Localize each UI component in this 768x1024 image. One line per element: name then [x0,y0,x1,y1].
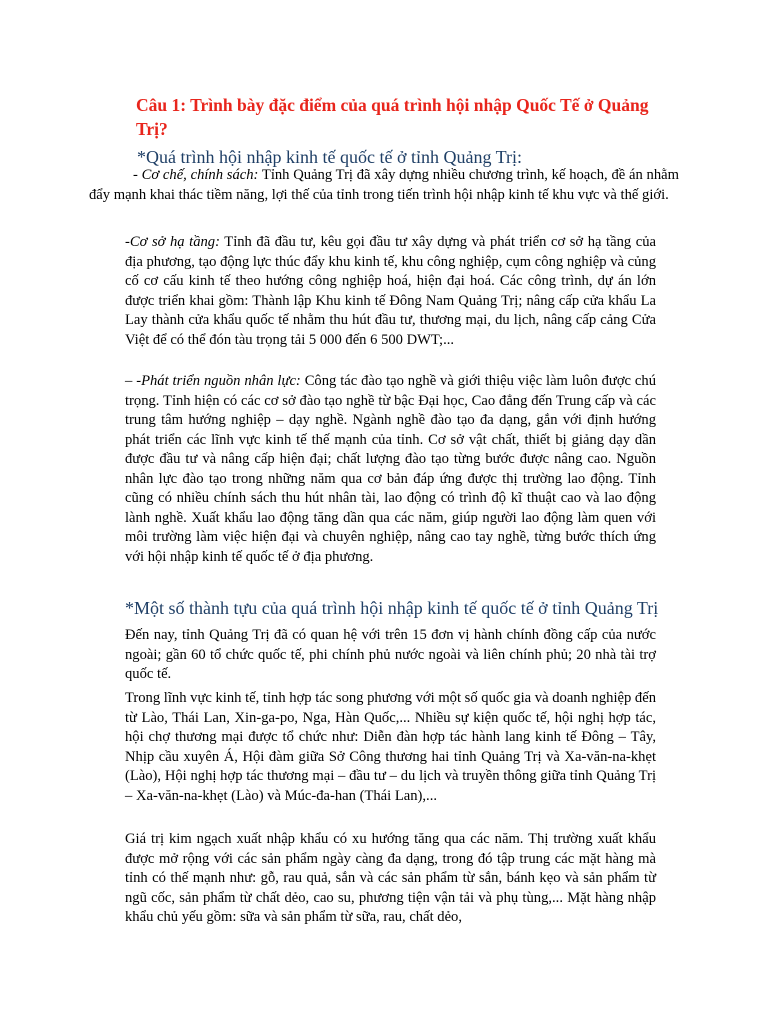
section-heading-achievements: *Một số thành tựu của quá trình hội nhập kinh tế quốc tế ở tỉnh Quảng Trị [125,598,659,618]
paragraph-human-resources [125,372,656,567]
policy-text: Tỉnh Quảng Trị đã xây dựng nhiều chương trình, kế hoạch, đề án nhằm đẩy mạnh khai thác tiềm năng, lợi thế của tỉnh trong tiến trình hội nhập kinh tế khu vực và thế giới. [89,167,679,203]
question-title: Câu 1: Trình bày đặc điểm của quá trình hội nhập Quốc Tế ở Quảng Trị? [136,95,649,139]
human-resources-lead: -Phát triển nguồn nhân lực: [136,373,301,389]
paragraph-import-export: Giá trị kim ngạch xuất nhập khẩu có xu hướng tăng qua các năm. Thị trường xuất khẩu được mở rộng với các sản phẩm ngày càng đa dạng, trong đó tập trung các mặt hàng mà tỉnh có thế mạnh như: gỗ, rau quả, sắn và các sản phẩm từ sắn, bánh kẹo và sản phẩm từ ngũ cốc, sản phẩm từ chất dẻo, cao su, phương tiện vận tải và phụ tùng,... Mặt hàng nhập khẩu chủ yếu gồm: sữa và sản phẩm từ sữa, rau, chất dẻo, [125,831,656,925]
infrastructure-text: Tỉnh đã đầu tư, kêu gọi đầu tư xây dựng và phát triển cơ sở hạ tầng của địa phương, tạo động lực thúc đẩy khu kinh tế, khu công nghiệp, cụm công nghiệp và củng cố cơ cấu kinh tế theo hướng công nghiệp hoá, hiện đại hoá. Các công trình, dự án lớn được triển khai gồm: Thành lập Khu kinh tế Đông Nam Quảng Trị; nâng cấp cửa khẩu La Lay thành cửa khẩu quốc tế nhằm thu hút đầu tư, thương mại, du lịch, nâng cấp cảng Cửa Việt để có thể đón tàu trọng tải 5 000 đến 6 500 DWT;... [125,234,656,348]
section-heading-integration-process: *Quá trình hội nhập kinh tế quốc tế ở tỉnh Quảng Trị: [137,147,522,167]
paragraph-policy [89,166,679,205]
paragraph-economic-cooperation: Trong lĩnh vực kinh tế, tỉnh hợp tác song phương với một số quốc gia và doanh nghiệp đến từ Lào, Thái Lan, Xin-ga-po, Nga, Hàn Quốc,... Nhiều sự kiện quốc tế, hội nghị hợp tác, hội chợ thương mại được tổ chức như: Diễn đàn hợp tác hành lang kinh tế Đông – Tây, Nhịp cầu xuyên Á, Hội đàm giữa Sở Công thương hai tỉnh Quảng Trị và Xa-văn-na-khẹt (Lào), Hội nghị hợp tác thương mại – đầu tư – du lịch và truyền thông giữa tỉnh Quảng Trị – Xa-văn-na-khẹt (Lào) và Múc-đa-han (Thái Lan),... [125,690,656,804]
policy-lead: - Cơ chế, chính sách: [133,167,259,183]
infrastructure-lead: -Cơ sở hạ tầng: [125,234,220,250]
paragraph-infrastructure [125,233,656,350]
paragraph-relations: Đến nay, tỉnh Quảng Trị đã có quan hệ với trên 15 đơn vị hành chính đồng cấp của nước ngoài; gần 60 tổ chức quốc tế, phi chính phủ nước ngoài và liên chính phủ; 20 nhà tài trợ quốc tế. [125,627,656,682]
human-resources-text: Công tác đào tạo nghề và giới thiệu việc làm luôn được chú trọng. Tỉnh hiện có các cơ sở đào tạo nghề từ bậc Đại học, Cao đẳng đến Trung cấp và các trung tâm hướng nghiệp – dạy nghề. Ngành nghề đào tạo đa dạng, gắn với định hướng phát triển các lĩnh vực kinh tế thế mạnh của tỉnh. Cơ sở vật chất, thiết bị giảng dạy dần được đầu tư và nâng cấp hiện đại; chất lượng đào tạo từng bước được nâng cao. Nguồn nhân lực đào tạo trong những năm qua cơ bản đáp ứng được thị trường lao động. Tỉnh cũng có nhiều chính sách thu hút nhân tài, lao động có trình độ kĩ thuật cao và lao động lành nghề. Xuất khẩu lao động tăng dần qua các năm, giúp người lao động làm quen với môi trường làm việc hiện đại và chuyên nghiệp, nâng cao tay nghề, từng bước thích ứng với hội nhập kinh tế quốc tế ở địa phương. [125,373,656,565]
human-resources-prefix: – [125,373,137,389]
